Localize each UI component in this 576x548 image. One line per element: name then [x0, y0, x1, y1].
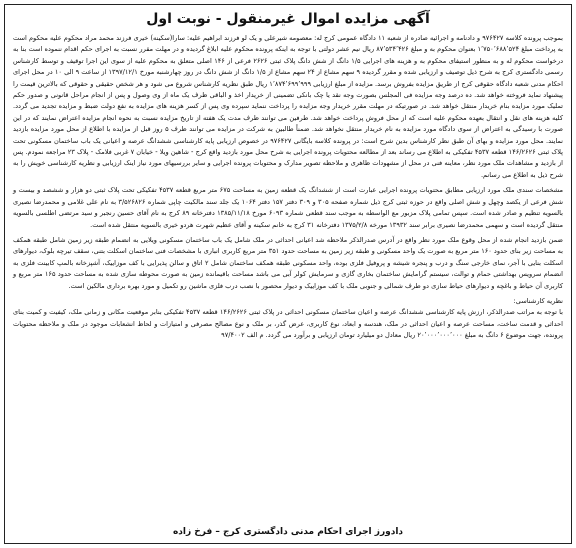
notice-paragraph-2: مشخصات سندی ملک مورد ارزیابی مطابق محتویات پرونده اجرایی عبارت است از ششدانگ یک قطعه زمین به مساحت ۶۷۵ متر مربع قطعه ۴۵۳۷ تفکیکی تحت پلاک ثبتی دو هزار و ششصد و بیست و شش فرعی از یکصد وچهل و شش اصلی واقع در حوزه ثبتی کرج ذیل شماره صفحه ۳۰۵ و ۳۰۹ دفتر ۱۵۷ دفتر ۱۰۶۴ یک جلد سند مالکیت چاپی شماره ۳/۵۲۶۸۲۶ به نام علی غلامی و محمدرضا نصیری بالسویه تنظیم و صادر شده است. سپس تمامی پلاک مزبور مع الواسطه به موجب سند قطعی شماره ۶۰۹۳ مورخ ۱۳۸۵/۱۱/۱۸ دفترخانه ۸۹ کرج به نام آقای حسین رنجبر و سید مرتضی اطلسی بالسویه منتقل گردیده است و سهمی محمدرضا نصیری برابر سند ۱۳۹۳۲ مورخه ۱۳۷۵/۲/۸ دفترخانه ۳۱ کرج به خانم سکینه و آقای عظیم شهرت هردو خیری بالسویه منتقل شده است.	[13, 186, 563, 229]
auction-notice	[4, 4, 572, 544]
expert-opinion-heading: نظریه کارشناسی:	[513, 296, 563, 305]
signature: دادورز اجرای احکام مدنی دادگستری کرج – فرخ زاده	[172, 527, 404, 537]
notice-paragraph-3: ضمن بازدید انجام شده از محل وقوع ملک مورد نظر واقع در آدرس صدرالذکر ملاحظه شد اعیانی احداثی در ملک شامل یک باب ساختمان مسکونی ویلایی به انضمام طبقه زیر زمین شامل طبقه همکف به مساحت زیر بنای حدود ۱۶۰ متر مربع به صورت یک واحد مسکونی و طبقه زیر زمین به مساحت حدود ۳۵۱ متر مربع کاربری انباری با مشخصات فنی ساختمان اسکلت بتنی، سقف تیرچه بلوک، دیوارهای اسکلت بنایی با آجر، نمای خارجی سنگ و درب و پنجره شیشه و پروفیل فلزی بوده، واحد مسکونی طبقه همکف ساختمان شامل ۲ اتاق و سالن پذیرایی با کف موزاییک، آشپزخانه بالمپ کابینت فلزی به انضمام سرویس بهداشتی حمام و توالت، سیستم گرامایش ساختمان بخاری گازی و سرمایش کولر آبی می باشد مساحت باقیمانده زمین به صورت محوطه سازی شده به مساحت حدود ۱۶۵ متر مربع و کاربری آن حیاط و باغچه و دیوارهای حیاط سازی دو طرف شمالی و جنوبی ملک با کف موزاییک و دیوار محصور با نصب درب فلزی ماشین رو تکمیل و مورد بهره برداری مالکین است.	[13, 235, 564, 290]
notice-paragraph-1: بموجب پرونده کلاسه ۹۷۶۴۲۷ و دادنامه و اجرائیه صادره از شعبه ۱۱ دادگاه عمومی کرج له: معصومه شیرعلی و یک لو فرزند ابراهیم علیه: سارا(سکینه) خیری فرزند محمد مراد محکوم علیه محکوم است به پرداخت مبلغ ۱٬۷۵۰٬۶۸۸٬۵۲۴ بعنوان محکوم به و مبلغ ۸۷٬۵۳۴٬۴۲۶ ریال نیم عشر دولتی با توجه به اینکه پرونده محکوم علیه ابلاغ گردیده و در مهلت مقرر نسبت به اجرای حکم اقدام ننموده است بنا به درخواست محکوم له و به منظور استیفای محکوم به و هزینه های اجرایی ۱/۵ دانگ از شش دانگ پلاک ثبتی ۲۶۲۶ فرعی از ۱۴۶ اصلی متعلق به محکوم علیه از سوی این اجرا توقیف و توسط کارشناس رسمی دادگستری کرج به شرح ذیل توصیف و ارزیابی شده و مقرر گردیده ۹ سهم مشاع از ۲۴ سهم مشاع از ۱/۵ دانگ از شش دانگ در روز چهارشنبه مورخ ۱۳۹۷/۱۲/۱ از ساعت ۹ الی ۱۰ در محل اجرای احکام مدنی شعبه دادگاه حقوقی کرج از طریق مزایده بفروش برسد. مزایده از مبلغ ارزیابی ۱٬۸۷۴٬۶۹۹٬۹۹۹ ریال طبق نظریه کارشناس شروع می شود و هر شخص حقیقی و حقوقی که بالاترین قیمت را پیشنهاد نماید فروخته خواهد شد. ده درصد وجه مزایده فی المجلس بصورت وجه نقد یا چک بانکی تضمینی از خریدار اخذ و الباقی ظرف یک ماه از وی وصول و پس از انجام مراحل قانونی و صدور حکم تملیک مورد مزایده بنام خریدار منتقل خواهد شد. در صورتیکه در مهلت مقرر خریدار وجه مزایده را پرداخت ننماید سپرده وی پس از کسر هزینه های مزایده به نفع دولت ضبط و مزایده تجدید می گردد. کلیه هزینه های نقل و انتقال بعهده محکوم علیه است که از محل فروش پرداخت خواهد شد. طرفین می توانند ظرف مدت یک هفته از تاریخ مزایده نسبت به نحوه انجام مزایده اعتراض نمایند که در این صورت با رسیدگی به اعتراض از سوی دادگاه مورد مزایده به نام خریدار منتقل نخواهد شد. ضمناً طالبین به شرکت در مزایده می توانند ظرف ۵ روز قبل از مزایده با اطلاع از محل مورد مزایده بازدید نمایند. محل مورد مزایده و بهای آن طبق نظر کارشناس بدین شرح است: در پرونده کلاسه بایگانی ۹۷۶۴۲۷ در خصوص ارزیابی پایه کارشناسی ششدانگ عرصه و اعیانی یک باب ساختمان مسکونی تحت پلاک ثبتی ۱۴۶/۲۶۲۶ قطعه ۴۵۳۷ تفکیکی به اطلاع می رساند بعد از مطالعه محتویات پرونده اجرایی به شرح محل مورد بازدید واقع کرج - شاهین ویلا - خیابان ۷ غربی فلامک - پلاک ۲۳ مراجعه نمودم. پس از بازدید و مشاهدات ملک مورد نظر، معاینه فنی در محل از مشهودات ظاهری و ملاحظه تصویر مدارک و محتویات پرونده اجرایی و سایر بررسیهای مورد نیاز اینک ارزیابی و نظریه کارشناسی خویش را به شرح ذیل به اطلاع می رسانم.	[13, 34, 564, 179]
notice-title: آگهی مزایده اموال غیرمنقول - نوبت اول	[146, 11, 430, 27]
notice-paragraph-4: با توجه به مراتب صدرالذکر، ارزش پایه کارشناسی ششدانگ عرصه و اعیان ساختمان مسکونی احداثی در پلاک ثبتی ۱۴۶/۲۶۲۶ قطعه ۴۵۳۷ تفکیکی بنابر موقعیت مکانی و زمانی ملک، کیفیت و کمیت بنای احداثی و قدمت ساخت، مساحت عرصه و اعیان احداثی در ملک، هندسه و ابعاد، نوع کاربری، عرض گذر، بر ملک و نوع مصالح مصرفی و امتیازات و لحاظ انشعابات موجود در ملک و ملاحظه محتویات پرونده، جهت موضوع ۶ دانگ به مبلغ ۲۰٬۰۰۰٬۰۰۰٬۰۰۰ ریال معادل دو میلیارد تومان ارزیابی و برآورد می گردد. م الف ۹۷/۴۰۰۲	[13, 308, 563, 340]
